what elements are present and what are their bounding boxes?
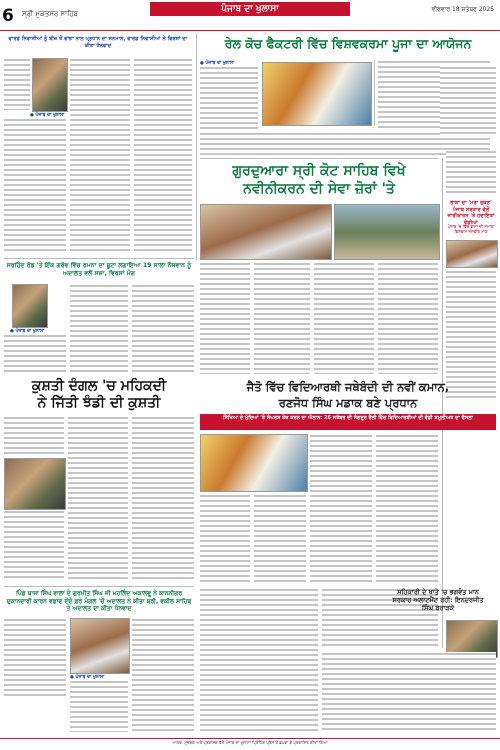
right-top-text — [440, 66, 496, 136]
right-box-headline: ਭਾਸ਼ਾ ਦਾ 'ਮਰਾ ਰੁਕਣ' ਪੰਜਾਬ ਸਰਕਾਰ ਵੱਲੋਂ ਜਾਰੀਕਾਰਨ 'ਤੇ ਹਦਾਇਤਾਂ ਵੰਡੀਆਂ — [447, 200, 495, 226]
right-bottom-headline-3: ਸਿੰਘ ਬਰਾੜਕੇ — [421, 604, 455, 612]
mid-left-text-1 — [4, 334, 66, 374]
gurdwara-text-2 — [254, 262, 310, 374]
section-title: ਪੰਜਾਬ ਦਾ ਖੁਲਾਸਾ — [221, 4, 279, 14]
footer-rule — [0, 738, 500, 739]
main-headline: ਰੇਲ ਕੋਚ ਫੈਕਟਰੀ ਵਿੱਚ ਵਿਸ਼ਵਕਰਮਾ ਪੂਜਾ ਦਾ ਆਯੋਜਨ — [224, 36, 472, 51]
reporter-photo — [32, 58, 68, 112]
student-text-3 — [200, 494, 250, 584]
student-strip-banner: ਸਿੱਖਿਆ ਦੇ ਮੁੱਦਿਆਂ 'ਤੇ ਸੰਘਰਸ਼ ਤੇਜ਼ ਕਰਨ ਦਾ ਐਲਾਨ: 26 ਸਤੰਬਰ ਦੀ ਸੰਗਰੂਰ ਰੈਲੀ ਵਿੱਚ ਵਿਦਿਆਰਥੀਆਂ ਦੀ ਵੱਡੀ ਸ਼ਮੂਲੀਅਤ ਦਾ ਫੈਸਲਾ — [200, 414, 496, 430]
right-box-sub: ਪੰਜਾਬ 'ਚ ਵਿੱਚ ਭਾਸ਼ਾ ਦੀ ਸਮਾਂਤਾ ਵਿਸ਼ਵਾਸ ਜਸਵੀਰ ਮਾਣ — [447, 224, 495, 234]
gurdwara-photo-1 — [200, 204, 332, 260]
left-dateline: ● ਪੰਜਾਬ ਦਾ ਖੁਲਾਸਾ — [30, 113, 65, 118]
gurdwara-headline: ਗੁਰਦੁਆਰਾ ਸ੍ਰੀ ਕੋਟ ਸਾਹਿਬ ਵਿਖੇ — [232, 163, 406, 179]
bottom-left-dateline: ● ਪੰਜਾਬ ਦਾ ਖੁਲਾਸਾ — [70, 675, 105, 680]
column-divider — [196, 34, 197, 260]
main-dateline: ● ਪੰਜਾਬ ਦਾ ਖੁਲਾਸਾ — [200, 61, 235, 66]
student-headline: ਜੈਤੋ ਵਿੱਚ ਵਿਦਿਆਰਥੀ ਜਥੇਬੰਦੀ ਦੀ ਨਵੀਂ ਕਮਾਨ, — [246, 380, 450, 394]
vishwakarma-puja-photo — [262, 62, 372, 126]
wrestling-headline: ਕੁਸ਼ਤੀ ਦੰਗਲ 'ਚ ਮਹਿਕਦੀ — [31, 378, 167, 394]
gurdwara-text-3 — [314, 262, 374, 374]
main-text-col-1 — [200, 66, 258, 130]
issue-date: ਵੀਰਵਾਰ 18 ਸਤੰਬਰ 2025 — [431, 6, 494, 13]
section-rule — [200, 158, 438, 159]
bottom-left-photo — [70, 618, 130, 674]
mid-rule — [4, 258, 194, 259]
gurdwara-headline-2: ਨਵੀਨੀਕਰਨ ਦੀ ਸੇਵਾ ਜ਼ੋਰਾਂ 'ਤੇ — [243, 181, 395, 197]
section-title-band — [150, 2, 350, 16]
student-text-4 — [254, 494, 306, 584]
left-column-text — [4, 118, 66, 253]
right-bottom-text — [322, 652, 496, 732]
wrestling-headline-2: ਨੇ ਜਿੱਤੀ ਝੰਡੀ ਦੀ ਕੁਸ਼ਤੀ — [37, 395, 161, 411]
right-box-photo — [446, 240, 498, 268]
gurdwara-text-4 — [378, 262, 438, 374]
wrestling-photo — [4, 458, 66, 510]
right-bottom-headline-2: ਸਰਕਾਰ ਅਲਾਟਮੈਂਟ ਰਹੀ: ਇਨਦਰਜੀਤ — [392, 596, 484, 604]
header-rule — [0, 30, 500, 31]
mid-left-photo — [12, 284, 48, 328]
footer-imprint: ਮਾਲਕ, ਮੁਦਰਕ ਅਤੇ ਪ੍ਰਕਾਸ਼ਕ ਵੱਲੋਂ ਪੰਜਾਬ ਦਾ ਖੁਲਾਸਾ ਪ੍ਰਿੰਟਿੰਗ ਪ੍ਰੈਸ ਤੋਂ ਛਪਵਾ ਕੇ ਪ੍ਰਕਾਸ਼ਿਤ ਕੀਤਾ ਗਿਆ — [172, 740, 328, 745]
right-bottom-headline: ਸਹਿਕਾਰੀ ਦੇ ਖਾਤੇ 'ਚ ਭਗਵੰਤ ਮਾਨ — [397, 588, 479, 596]
student-photo-1 — [200, 434, 308, 492]
right-upper-text — [446, 150, 496, 196]
student-text-5 — [200, 588, 318, 732]
left-column-text-2 — [70, 58, 130, 253]
wrestling-text-4 — [132, 416, 194, 580]
mid-left-text-3 — [132, 284, 194, 374]
mid-left-headline: ਸਰਹਿੰਦ ਰੋਡ 'ਤੇ ਇੱਕ ਗਰੋਵ ਵਿੱਚ ਰਮਨਾ ਦਾ ਬੂਟਾ ਲਗਾਇਆ 19 ਸਾਲਾ ਨੌਜਵਾਨ ਨੂੰ ਅਦਾਲਤ ਵਲੋਂ ਸਜ਼ਾ, ਵਿਰਸਾਂ ਮੰਗ — [6, 262, 192, 277]
bottom-left-text-1 — [4, 618, 66, 698]
left-column-text-3 — [134, 58, 192, 253]
student-text-2 — [376, 434, 438, 584]
student-text-1 — [310, 434, 372, 584]
paper-location: ਸ੍ਰੀ ਮੁਕਤਸਰ ਸਾਹਿਬ — [22, 10, 79, 18]
wrestling-text — [4, 416, 64, 456]
gurdwara-photo-2 — [334, 204, 440, 260]
gurdwara-text-1 — [200, 262, 250, 374]
mid-left-dateline: ● ਪੰਜਾਬ ਦਾ ਖੁਲਾਸਾ — [10, 329, 45, 334]
mid-left-text-2 — [70, 284, 128, 374]
wrestling-text-2 — [4, 510, 64, 580]
left-text-block — [4, 58, 30, 110]
bottom-left-headline: ਪਿੰਡ ਬਾਜਾ ਸਿੰਘ ਵਾਲਾ ਦੇ ਗੁਰਮੀਤ ਸਿੰਘ ਜੀ ਮਹਲਿੰਦ ਅਕਾਲਵੂ ਨੇ ਕਾਨਨੀਗਰ ਦੁਕਾਨਦਾਰੀ ਕਾਰਨ ਵਫ਼ਾਦ ਦੇਂਦੇ ਫ਼ਰੇ ਮੰਗਲ 'ਚੋਂ ਅਦਾਲਤ ਨੇ ਕੀਤਾ ਬਰੀ, ਵਕੀਲ ਸਾਹਿਬ ਤੇ ਅਦਾਲਤ ਦਾ ਕੀਤਾ ਧੰਨਵਾਦ — [6, 590, 192, 613]
left-top-headline: ਵਾਰਡ ਨਿਵਾਸੀਆਂ ਨੂੰ ਬੀਜ਼ ਤੋਂ ਵਾਂਝਾ ਨਾਲ ਪ੍ਰਧਾਨ ਦਾ ਸਨਮਾਨ, ਵਾਰਡ ਨਿਵਾਸੀਆਂ ਨੇ ਵਿਰਸਾਂ ਦਾ ਕੀਤਾ ਧੰਨਵਾਦ — [8, 36, 188, 49]
page-number: 6 — [2, 6, 14, 26]
bottom-left-text-2 — [70, 680, 128, 732]
bottom-rule — [4, 586, 194, 587]
column-divider-2 — [374, 60, 375, 126]
bottom-left-text-3 — [132, 618, 194, 732]
wrestling-text-3 — [68, 416, 128, 580]
student-headline-2: ਰਣਜੋਧ ਸਿੰਘ ਮਡਾਕ ਬਣੇ ਪ੍ਰਧਾਨ — [278, 396, 418, 410]
